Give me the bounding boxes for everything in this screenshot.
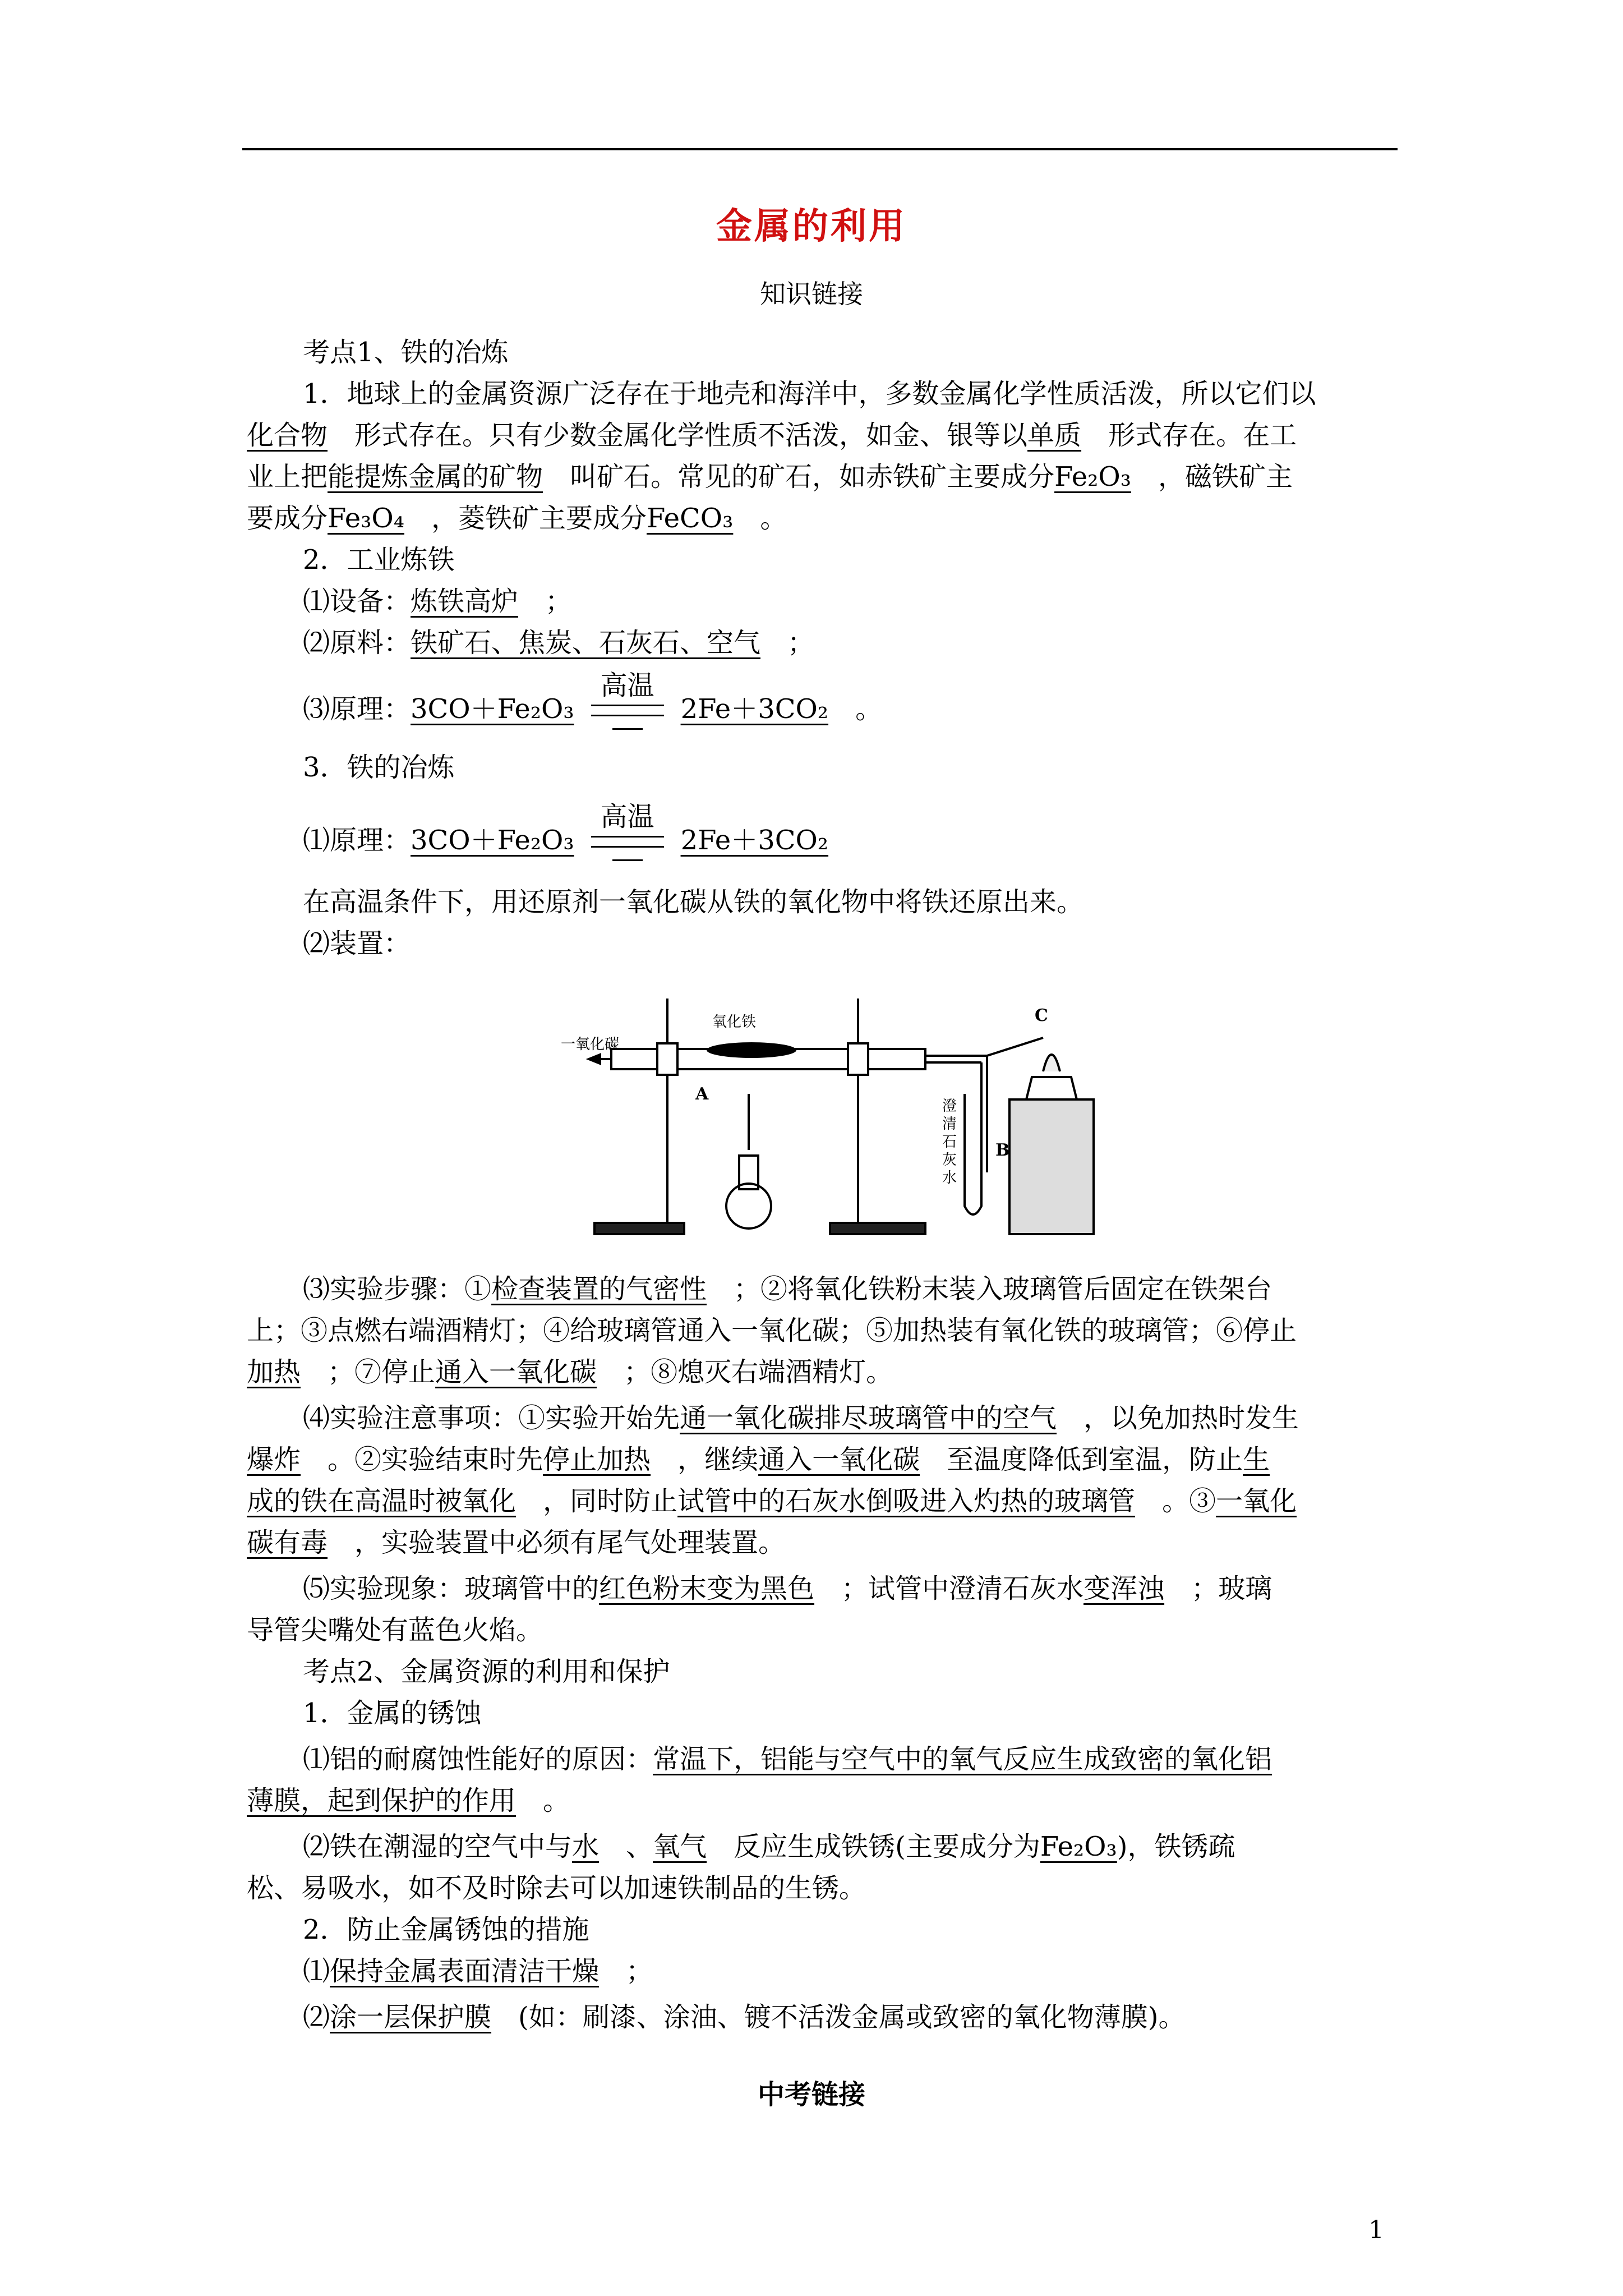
subsection-industrial-iron: 2．工业炼铁 <box>303 544 455 576</box>
subsection-corrosion: 1．金属的锈蚀 <box>303 1697 482 1729</box>
prevention-2: ⑵涂一层保护膜 (如：刷漆、涂油、镀不活泼金属或致密的氧化物薄膜)。 <box>303 2001 1186 2033</box>
label-c: C <box>1035 1006 1048 1025</box>
para1-line4: 要成分Fe₃O₄ ，菱铁矿主要成分FeCO₃ 。 <box>247 503 787 534</box>
para1-line2: 化合物 形式存在。只有少数金属化学性质不活泼，如金、银等以单质 形式存在。在工 <box>247 420 1297 451</box>
materials-line: ⑵原料：铁矿石、焦炭、石灰石、空气 ； <box>303 627 815 659</box>
phenomena-line2: 导管尖嘴处有蓝色火焰。 <box>247 1614 543 1646</box>
para1-line3: 业上把能提炼金属的矿物 叫矿石。常见的矿石，如赤铁矿主要成分Fe₂O₃ ，磁铁矿主 <box>247 461 1293 493</box>
header-rule <box>242 148 1398 150</box>
iron-rust-line2: 松、易吸水，如不及时除去可以加速铁制品的生锈。 <box>247 1872 866 1904</box>
label-a: A <box>695 1084 709 1104</box>
para1-line1: 1．地球上的金属资源广泛存在于地壳和海洋中，多数金属化学性质活泼，所以它们以 <box>303 378 1316 409</box>
notes-line2: 爆炸 。②实验结束时先停止加热 ，继续通入一氧化碳 至温度降低到室温，防止生 <box>247 1444 1270 1475</box>
aluminum-line2: 薄膜，起到保护的作用 。 <box>247 1785 570 1816</box>
label-lime-4: 灰 <box>942 1152 957 1168</box>
label-lime-1: 澄 <box>942 1098 957 1115</box>
subsection-prevention: 2．防止金属锈蚀的措施 <box>303 1914 589 1945</box>
section-heading-1: 考点1、铁的冶炼 <box>303 337 509 368</box>
label-b: B <box>995 1140 1010 1160</box>
page-subtitle: 知识链接 <box>760 279 863 309</box>
label-iron-oxide: 氧化铁 <box>712 1014 757 1030</box>
phenomena-line1: ⑸实验现象：玻璃管中的红色粉末变为黑色 ；试管中澄清石灰水变浑浊 ；玻璃 <box>303 1573 1272 1604</box>
notes-line4: 碳有毒 ，实验装置中必须有尾气处理装置。 <box>247 1527 786 1558</box>
apparatus-diagram <box>561 987 1110 1245</box>
label-co: 一氧化碳 <box>561 1036 620 1053</box>
label-lime-2: 清 <box>942 1116 957 1133</box>
aluminum-line1: ⑴铝的耐腐蚀性能好的原因：常温下，铝能与空气中的氧气反应生成致密的氧化铝 <box>303 1743 1272 1775</box>
iron-rust-line1: ⑵铁在潮湿的空气中与水 、氧气 反应生成铁锈(主要成分为Fe₂O₃)，铁锈疏 <box>303 1831 1235 1862</box>
equipment-line: ⑴设备：炼铁高炉 ； <box>303 586 573 617</box>
prevention-1: ⑴保持金属表面清洁干燥 ； <box>303 1955 653 1987</box>
subsection-smelting: 3．铁的冶炼 <box>303 752 455 783</box>
label-lime-5: 水 <box>942 1170 957 1186</box>
steps-line1: ⑶实验步骤：①检查装置的气密性 ；②将氧化铁粉末装入玻璃管后固定在铁架台 <box>303 1273 1272 1305</box>
reaction-condition-high-temp: 高温 <box>585 693 670 729</box>
exam-link-heading: 中考链接 <box>757 2079 865 2110</box>
section-heading-2: 考点2、金属资源的利用和保护 <box>303 1656 670 1687</box>
principle-line-2: ⑴原理：3CO＋Fe₂O₃ 高温 2Fe＋3CO₂ <box>303 822 828 861</box>
notes-line1: ⑷实验注意事项：①实验开始先通一氧化碳排尽玻璃管中的空气 ，以免加热时发生 <box>303 1402 1299 1434</box>
label-lime-3: 石 <box>942 1134 957 1151</box>
principle-line-1: ⑶原理：3CO＋Fe₂O₃ 高温 2Fe＋3CO₂ 。 <box>303 691 882 729</box>
page-number: 1 <box>1368 2216 1384 2244</box>
steps-line2: 上；③点燃右端酒精灯；④给玻璃管通入一氧化碳；⑤加热装有氧化铁的玻璃管；⑥停止 <box>247 1315 1297 1346</box>
steps-line3: 加热 ；⑦停止通入一氧化碳 ；⑧熄灭右端酒精灯。 <box>247 1356 893 1388</box>
apparatus-label: ⑵装置： <box>303 928 411 959</box>
reduction-explanation: 在高温条件下，用还原剂一氧化碳从铁的氧化物中将铁还原出来。 <box>303 886 1084 918</box>
page-title: 金属的利用 <box>716 205 907 247</box>
reaction-condition-high-temp-2: 高温 <box>585 825 670 861</box>
notes-line3: 成的铁在高温时被氧化 ，同时防止试管中的石灰水倒吸进入灼热的玻璃管 。③一氧化 <box>247 1485 1297 1517</box>
